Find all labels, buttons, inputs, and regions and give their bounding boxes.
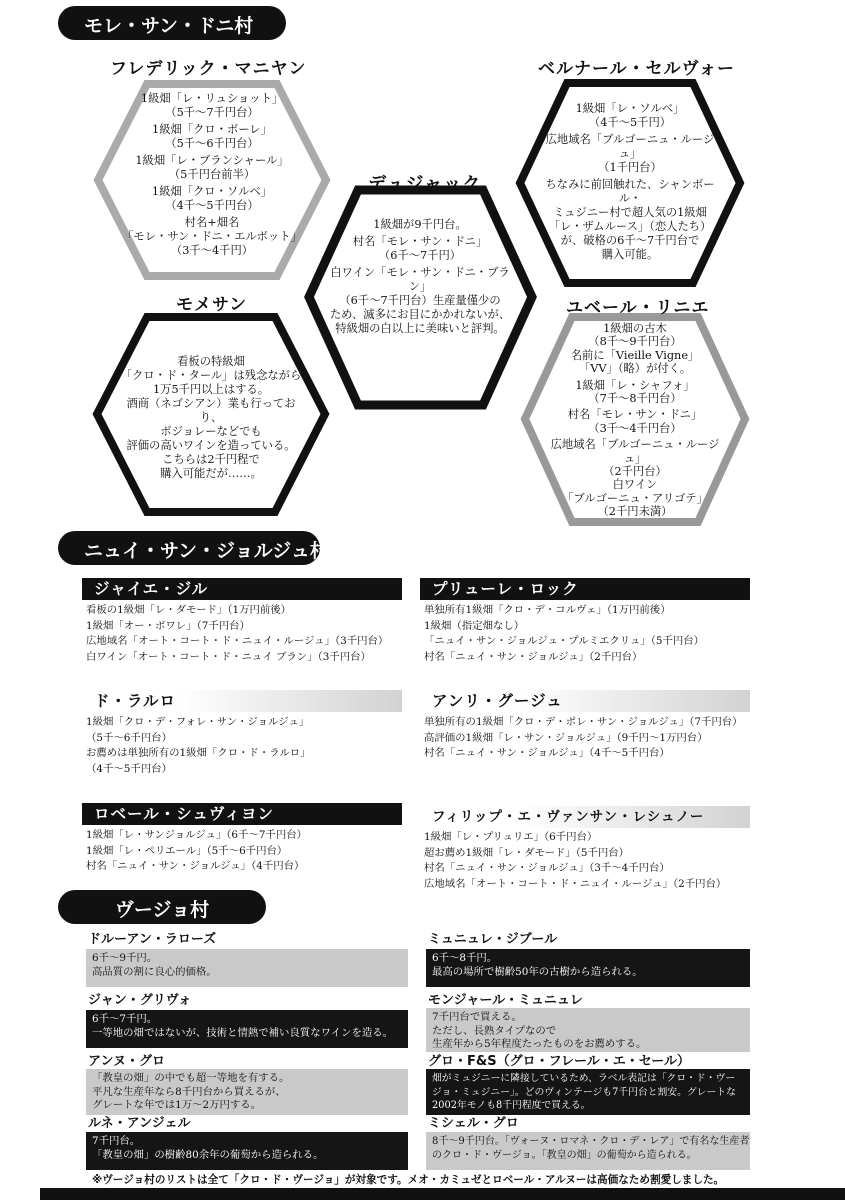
- footnote: ※ヴージョ村のリストは全て「クロ・ド・ヴージョ」が対象です。メオ・カミュゼとロベール・アルヌーは高価なため割愛しました。: [92, 1174, 725, 1186]
- producer-name-frederic: フレデリック・マニヤン: [110, 59, 307, 79]
- producer-details-anne: 「教皇の畑」の中でも超一等地を有する。 平凡な生産年なら8千円台から買えるが、 グレートな年では1万〜2万円する。: [86, 1069, 408, 1115]
- producer-details-chevillon: 1級畑「レ・サンジョルジュ」（6千〜7千円台） 1級畑「レ・ペリエール」（5千〜6千円台） 村名「ニュイ・サン・ジョルジュ」（4千円台）: [86, 829, 307, 872]
- producer-details-engel: 7千円台。 「教皇の畑」の樹齢80余年の葡萄から造られる。: [86, 1132, 408, 1170]
- producer-name-grofs: グロ・F&S（グロ・フレール・エ・セール）: [428, 1054, 691, 1069]
- producer-name-engel: ルネ・アンジェル: [88, 1116, 191, 1131]
- producer-name-chevillon: ロベール・シュヴィヨン: [82, 803, 402, 825]
- producer-details-frederic: 1級畑「レ・リュショット」 （5千〜7千円台） 1級畑「クロ・ボーレ」 （5千〜6千円台） 1級畑「レ・ブランシャール」 （5千円台前半） 1級畑「クロ・ソルベ」 （4千〜5千円台） 村名+畑名 「モレ・サン・ドニ・エルボット」 （3千〜4千円）: [122, 92, 302, 257]
- producer-name-drouhin: ドルーアン・ラローズ: [88, 932, 217, 947]
- producer-name-michel: ミシェル・グロ: [428, 1116, 519, 1131]
- producer-details-mommessin: 看板の特級畑 「クロ・ド・タール」は残念ながら 1万5千円以上はする。 酒商（ネゴシアン）業も行っており、 ボジョレーなどでも 評価の高いワインを造っている。 こちらは2千円程で 購入可能だが……。: [120, 355, 302, 480]
- producer-details-rion: 1級畑「レ・プリュリエ」（6千円台） 超お薦め1級畑「レ・ダモード」（5千円台） 村名「ニュイ・サン・ジョルジュ」（3千〜4千円台） 広地域名「オート・コート・ド・ニュイ・ルージュ」（2千円台）: [424, 831, 727, 890]
- producer-name-dujac: デュジャック: [368, 174, 482, 195]
- producer-name-mongeard: モンジャール・ミュニュレ: [428, 993, 583, 1008]
- producer-details-michel: 8千〜9千円台。「ヴォーヌ・ロマネ・クロ・デ・レア」で有名な生産者 のクロ・ド・ヴージョ。「教皇の畑」の葡萄から造られる。: [426, 1132, 750, 1170]
- producer-name-prieure: プリューレ・ロック: [420, 578, 750, 600]
- producer-details-jayer: 看板の1級畑「レ・ダモード」（1万円前後） 1級畑「オー・ボワレ」（7千円台） 広地域名「オート・コート・ド・ニュイ・ルージュ」（3千円台） 白ワイン「オート・コート・ド・ニュイ ブラン」（3千円台）: [86, 604, 389, 663]
- producer-details-dujac: 1級畑が9千円台。 村名「モレ・サン・ドニ」 （6千〜7千円） 白ワイン「モレ・サン・ドニ・ブラン」 （6千〜7千円台）生産量僅少の ため、滅多にお目にかかれないが、 特級畑の白以上に美味いと評判。: [329, 218, 511, 335]
- producer-details-mongeard: 7千円台で買える。 ただし、長熟タイプなので 生産年から5年程度たったものをお薦めする。: [426, 1008, 750, 1052]
- section-title-morey: モレ・サン・ドニ村: [58, 6, 286, 40]
- producer-details-bernard: 1級畑「レ・ソルベ」 （4千〜5千円） 広地域名「ブルゴーニュ・ルージュ」 （1千円台） ちなみに前回触れた、シャンボール・ ミュジニー村で超人気の1級畑 「レ・ザムルース」（恋人たち） が、破格の6千〜7千円台で 購入可能。: [545, 102, 715, 261]
- producer-details-grivot: 6千〜7千円。 一等地の畑ではないが、技術と情熱で補い良質なワインを造る。: [86, 1010, 408, 1048]
- producer-name-hubert: ユベール・リニエ: [566, 298, 710, 318]
- producer-details-mugneret: 6千〜8千円。 最高の場所で樹齢50年の古樹から造られる。: [426, 949, 750, 987]
- producer-details-gouges: 単独所有の1級畑「クロ・デ・ポレ・サン・ジョルジュ」（7千円台） 高評価の1級畑「レ・サン・ジョルジュ」（9千円〜1万円台） 村名「ニュイ・サン・ジョルジュ」（4千〜5千円台）: [424, 716, 743, 759]
- producer-name-bernard: ベルナール・セルヴォー: [538, 59, 735, 79]
- producer-details-prieure: 単独所有1級畑「クロ・デ・コルヴェ」（1万円前後） 1級畑（指定畑なし） 「ニュイ・サン・ジョルジュ・プルミエクリュ」（5千円台） 村名「ニュイ・サン・ジョルジュ」（2千円台）: [424, 604, 705, 663]
- producer-name-grivot: ジャン・グリヴォ: [88, 993, 192, 1008]
- bottom-rule: [40, 1188, 845, 1200]
- producer-name-mugneret: ミュニュレ・ジブール: [428, 932, 558, 947]
- producer-details-larlot: 1級畑「クロ・デ・フォレ・サン・ジョルジュ」 （5千〜6千円台） お薦めは単独所有の1級畑「クロ・ド・ラルロ」 （4千〜5千円台）: [86, 716, 311, 775]
- section-title-vougeot: ヴージョ村: [58, 890, 266, 924]
- producer-details-grofs: 畑がミュジニーに隣接しているため、ラベル表記は「クロ・ド・ヴー ジョ・ミュジニー」。どのヴィンテージも7千円台と割安。グレートな 2002年モノも8千円程度で買える。: [426, 1069, 750, 1115]
- producer-name-anne: アンヌ・グロ: [88, 1054, 165, 1069]
- producer-details-hubert: 1級畑の古木 （8千〜9千円台） 名前に「Vieille Vigne」 「VV」（略）が付く。 1級畑「レ・シャフォ」 （7千〜8千円台） 村名「モレ・サン・ドニ」 （3千〜4千円台） 広地域名「ブルゴーニュ・ルージュ」 （2千円台） 白ワイン 「ブルゴーニュ・アリゴテ」 （2千円未満）: [550, 322, 720, 519]
- producer-name-rion: フィリップ・エ・ヴァンサン・レシュノー: [420, 806, 750, 828]
- producer-name-gouges: アンリ・グージュ: [420, 690, 750, 712]
- producer-name-jayer: ジャイエ・ジル: [82, 578, 402, 600]
- producer-name-larlot: ド・ラルロ: [82, 690, 402, 712]
- producer-name-mommessin: モメサン: [176, 295, 248, 315]
- producer-details-drouhin: 6千〜9千円。 高品質の割に良心的価格。: [86, 949, 408, 987]
- section-title-nuits: ニュイ・サン・ジョルジュ村: [58, 531, 320, 565]
